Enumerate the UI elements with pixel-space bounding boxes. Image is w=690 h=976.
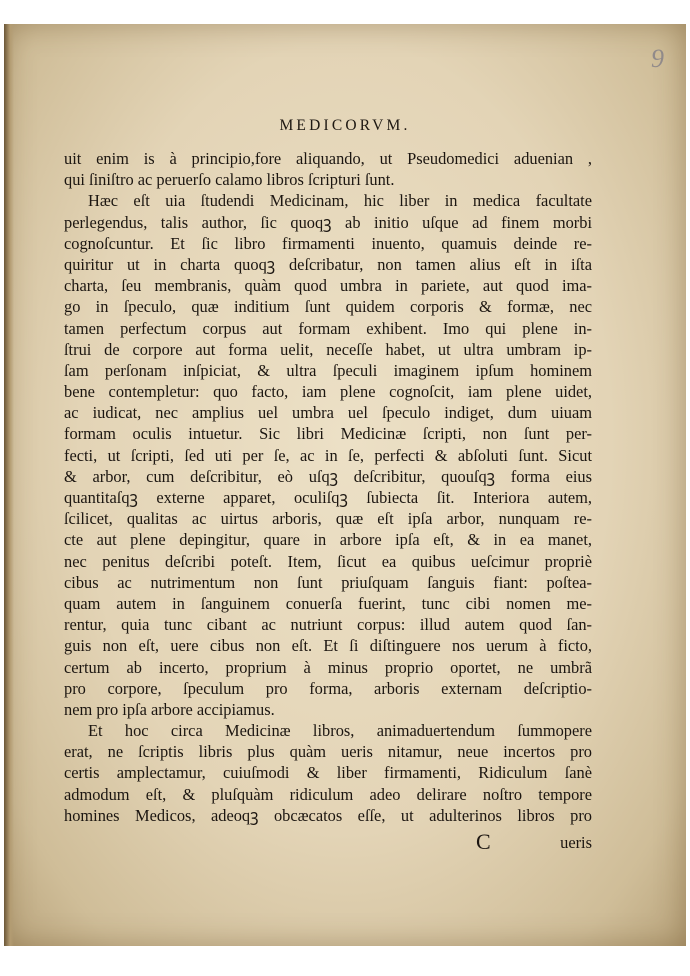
text-line: ac iudicat, nec amplius uel umbra uel ſpeculo indiget, dum uiuam	[64, 403, 592, 423]
text-line: certis amplectamur, cuiuſmodi & liber firmamenti, Ridiculum ſanè	[64, 763, 592, 783]
book-page	[4, 24, 686, 946]
text-line: pro corpore, ſpeculum pro forma, arboris externam deſcriptio-	[64, 678, 592, 698]
text-line: nec penitus deſcribi poteſt. Item, ſicut ea quibus ueſcimur propriè	[64, 551, 592, 571]
text-line: certum ab incerto, proprium à minus proprio oportet, ne umbrã	[64, 657, 592, 677]
text-line: quam autem in ſanguinem conuerſa fuerint, tunc cibi nomen me-	[64, 593, 592, 613]
text-line: Hæc eſt uia ſtudendi Medicinam, hic liber in medica facultate	[88, 191, 592, 211]
text-line: uit enim is à principio,fore aliquando, ut Pseudomedici aduenian ,	[64, 149, 592, 168]
text-line: charta, ſeu membranis, quàm quod umbra in pariete, aut quod ima-	[64, 276, 592, 296]
text-line: tamen perfectum corpus aut formam exhibent. Imo qui plene in-	[64, 318, 592, 338]
folio-number-pencil: 9	[651, 44, 664, 73]
text-line: fecti, ut ſcripti, ſed uti per ſe, ac in ſe, perfecti & abſoluti ſunt. Sicut	[64, 445, 592, 465]
text-line: guis non eſt, uere cibus non eſt. Et ſi diſtinguere nos uerum à ficto,	[64, 636, 592, 656]
text-line: quiritur ut in charta quoqꝫ deſcribatur, non tamen alius eſt in iſta	[64, 254, 592, 274]
text-line: perlegendus, talis author, ſic quoqꝫ ab initio uſque ad finem morbi	[64, 212, 592, 232]
body-text	[64, 148, 592, 826]
text-line: Et hoc circa Medicinæ libros, animaduertendum ſummopere	[88, 721, 592, 741]
text-line: quantitaſqꝫ externe apparet, oculiſqꝫ ſubiecta ſit. Interiora autem,	[64, 488, 592, 507]
running-head: MEDICORVM.	[279, 117, 411, 134]
text-line: cte aut plene depingitur, quare in arbore ipſa eſt, & in ea manet,	[64, 530, 592, 550]
text-line: & arbor, cum deſcribitur, eò uſqꝫ deſcribitur, quouſqꝫ forma eius	[64, 466, 592, 486]
catch-line	[64, 830, 592, 854]
text-line: cibus ac nutrimentum non ſunt priuſquam ſanguis fiant: poſtea-	[64, 572, 592, 592]
text-line: homines Medicos, adeoqꝫ obcæcatos eſſe, ut adulterinos libros pro	[64, 805, 592, 825]
page-binding-edge	[4, 24, 14, 946]
text-line: ſcilicet, qualitas ac uirtus arboris, quæ eſt ipſa arbor, nunquam re-	[64, 509, 592, 529]
text-line: admodum eſt, & pluſquàm ridiculum adeo delirare noſtro tempore	[64, 784, 592, 804]
text-line: go in ſpeculo, quæ inditium ſunt quidem corporis & formæ, nec	[64, 297, 592, 317]
text-line: cognoſcuntur. Et ſic libro firmamenti inuento, quamuis deinde re-	[64, 233, 592, 253]
text-line: ſtrui de corpore aut forma uelit, neceſſe habet, ut ultra umbram ip-	[64, 339, 592, 359]
text-line: nem pro ipſa arbore accipiamus.	[64, 699, 275, 719]
text-line: bene contempletur: quo facto, iam plene cognoſcit, iam plene uidet,	[64, 382, 592, 402]
text-line: rentur, quia tunc cibant ac nutriunt corpus: illud autem quod ſan-	[64, 615, 592, 635]
signature-mark: C	[476, 829, 491, 854]
text-line: qui ſiniſtro ac peruerſo calamo libros ſcripturi ſunt.	[64, 170, 395, 190]
text-line: ſam perſonam inſpiciat, & ultra ſpeculi imaginem ipſum hominem	[64, 360, 592, 380]
catchword: ueris	[560, 833, 592, 852]
text-line: erat, ne ſcriptis libris plus quàm ueris nitamur, neue incertos pro	[64, 742, 592, 762]
text-line: formam oculis intuetur. Sic libri Medicinæ ſcripti, non ſunt per-	[64, 424, 592, 444]
